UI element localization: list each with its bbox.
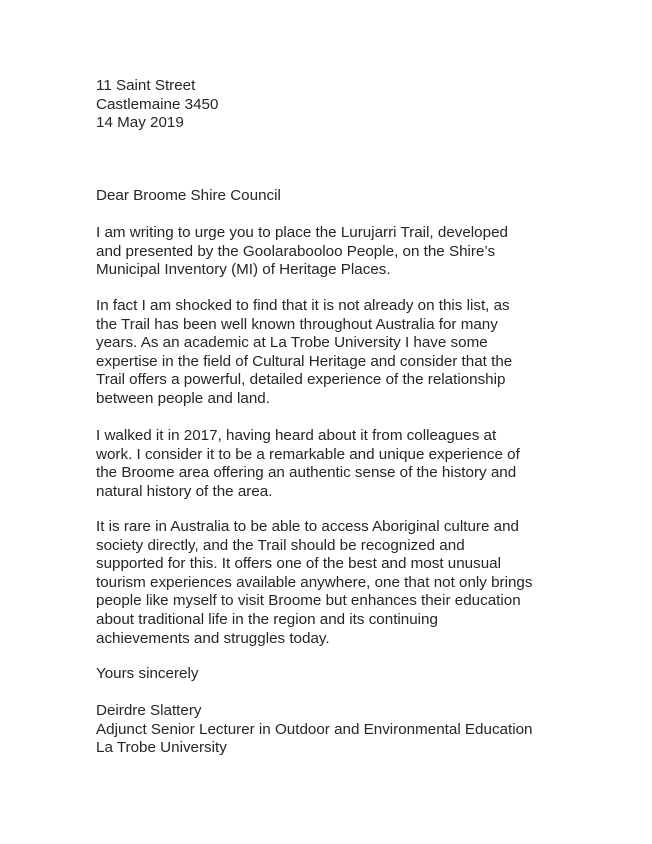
paragraph-line: and presented by the Goolarabooloo People, on the Shire’s <box>96 242 496 260</box>
paragraph-line: the Trail has been well known throughout Australia for many <box>96 315 498 333</box>
paragraph-line: society directly, and the Trail should be recognized and <box>96 536 465 554</box>
paragraph-line: I walked it in 2017, having heard about it from colleagues at <box>96 427 497 444</box>
closing-text: Yours sincerely <box>96 665 199 682</box>
address-street: 11 Saint Street <box>96 77 196 94</box>
paragraph-line: expertise in the field of Cultural Heritage and consider that the <box>96 352 513 370</box>
paragraph-line: about traditional life in the region and its continuing <box>96 610 438 628</box>
paragraph-2 <box>96 297 636 409</box>
closing <box>96 665 636 684</box>
paragraph-line: natural history of the area. <box>96 482 273 500</box>
paragraph-line: people like myself to visit Broome but enhances their education <box>96 592 521 610</box>
signatory-title: Adjunct Senior Lecturer in Outdoor and Environmental Education <box>96 720 533 738</box>
sender-address <box>96 77 636 133</box>
paragraph-1 <box>96 224 636 280</box>
paragraph-line: I am writing to urge you to place the Lurujarri Trail, developed <box>96 224 508 241</box>
paragraph-line: between people and land. <box>96 389 270 407</box>
paragraph-line: years. As an academic at La Trobe University I have some <box>96 334 488 352</box>
paragraph-line: tourism experiences available anywhere, one that not only brings <box>96 573 533 591</box>
paragraph-line: Trail offers a powerful, detailed experience of the relationship <box>96 371 506 389</box>
paragraph-4 <box>96 518 636 648</box>
signature-block <box>96 702 636 758</box>
letter-date: 14 May 2019 <box>96 114 184 132</box>
paragraph-line: achievements and struggles today. <box>96 629 330 647</box>
paragraph-line: the Broome area offering an authentic sense of the history and <box>96 464 517 482</box>
paragraph-line: work. I consider it to be a remarkable and unique experience of <box>96 445 520 463</box>
paragraph-line: It is rare in Australia to be able to access Aboriginal culture and <box>96 518 519 535</box>
salutation <box>96 187 636 206</box>
salutation-text: Dear Broome Shire Council <box>96 187 281 204</box>
paragraph-3 <box>96 427 636 501</box>
signatory-name: Deirdre Slattery <box>96 702 202 719</box>
paragraph-line: In fact I am shocked to find that it is not already on this list, as <box>96 297 510 314</box>
paragraph-line: supported for this. It offers one of the best and most unusual <box>96 555 501 573</box>
paragraph-line: Municipal Inventory (MI) of Heritage Places. <box>96 261 391 279</box>
address-town: Castlemaine 3450 <box>96 95 219 113</box>
signatory-organisation: La Trobe University <box>96 739 227 757</box>
